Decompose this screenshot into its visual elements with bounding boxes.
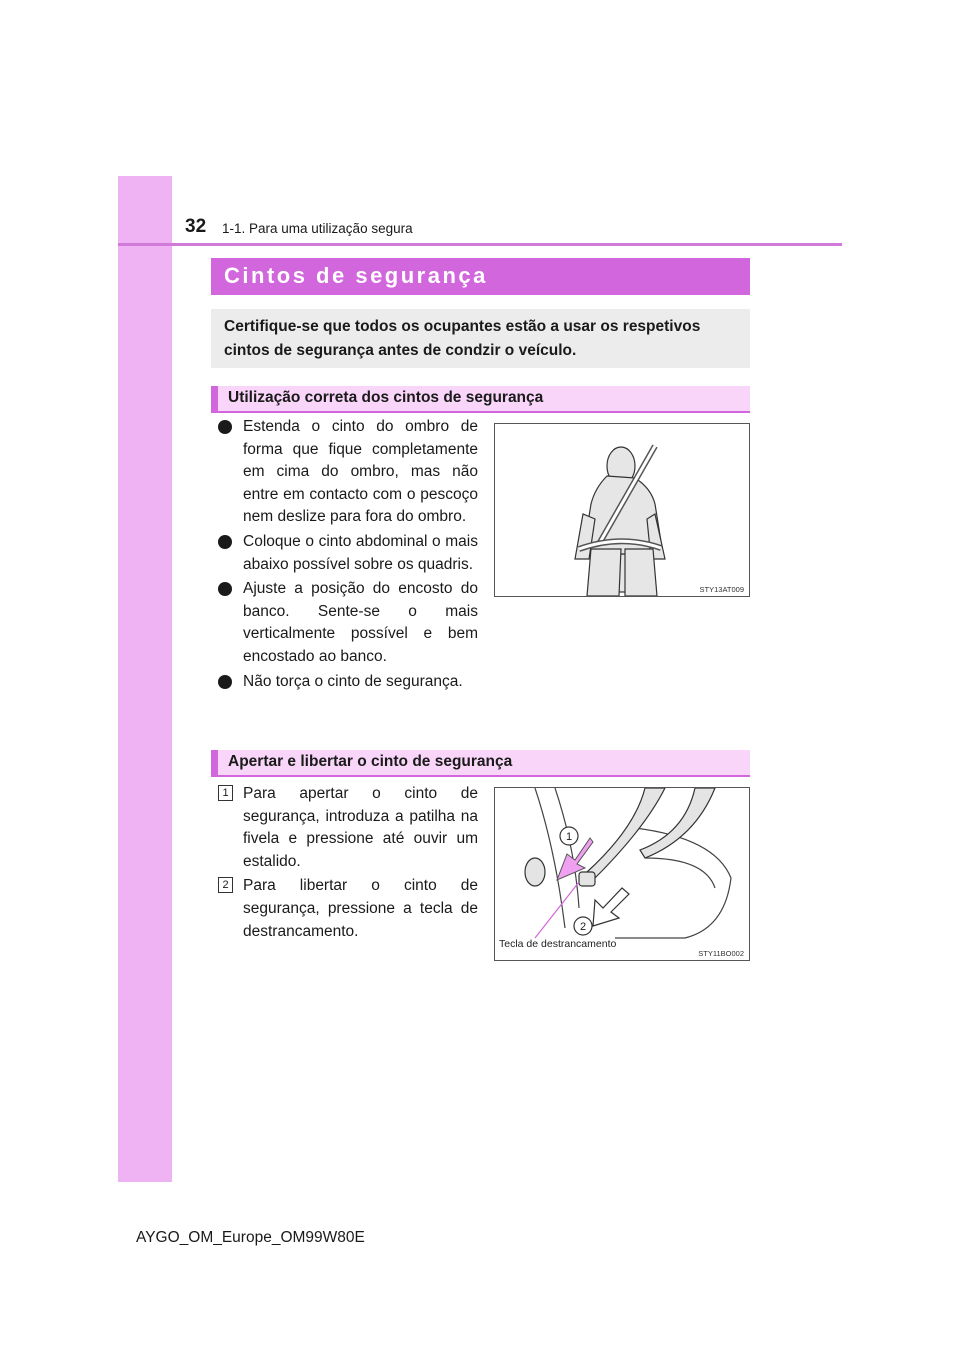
- step-list: [218, 783, 478, 945]
- intro-box: Certifique-se que todos os ocupantes estão a usar os respetivos cintos de segurança antes de condzir o veículo.: [211, 309, 750, 368]
- page-number: 32: [185, 216, 207, 237]
- step-item: 1 Para apertar o cinto de segurança, introduza a patilha na fivela e pressione até ouvir um estalido.: [218, 783, 478, 873]
- chapter-title: 1-1. Para uma utilização segura: [222, 221, 413, 236]
- side-tab-band: [118, 176, 172, 1182]
- bullet-dot-icon: [218, 420, 232, 434]
- bullet-list: [218, 416, 478, 695]
- subheading-correct-use-text: Utilização correta dos cintos de segurança: [228, 389, 544, 406]
- figure-label: Tecla de destrancamento: [499, 938, 617, 950]
- callout-1: 1: [565, 831, 573, 843]
- step-number-badge: 2: [218, 877, 233, 893]
- bullet-dot-icon: [218, 535, 232, 549]
- list-item: Não torça o cinto de segurança.: [218, 671, 478, 694]
- figure-code: STY13AT009: [699, 585, 744, 594]
- figure-seated-belt: [494, 423, 750, 597]
- bullet-dot-icon: [218, 675, 232, 689]
- subheading-correct-use: [211, 386, 750, 413]
- list-item: Estenda o cinto do ombro de forma que fique completamente em cima do ombro, mas não entre em contacto com o pescoço nem deslize para fora do ombro.: [218, 416, 478, 529]
- person-with-seatbelt-illustration: [495, 424, 750, 597]
- figure-code: STY11BO002: [698, 949, 744, 958]
- bullet-dot-icon: [218, 582, 232, 596]
- list-item: Ajuste a posição do encosto do banco. Sente-se o mais verticalmente possível e bem encostado ao banco.: [218, 578, 478, 668]
- step-number-badge: 1: [218, 785, 233, 801]
- header-divider: [118, 243, 842, 246]
- figure-buckle: [494, 787, 750, 961]
- section-title-bar: [211, 258, 750, 295]
- footer-doc-id: AYGO_OM_Europe_OM99W80E: [136, 1229, 365, 1246]
- callout-2: 2: [579, 921, 587, 933]
- list-item: Coloque o cinto abdominal o mais abaixo possível sobre os quadris.: [218, 531, 478, 576]
- step-item: 2 Para libertar o cinto de segurança, pressione a tecla de destrancamento.: [218, 875, 478, 943]
- section-title: Cintos de segurança: [224, 263, 488, 288]
- subheading-fasten-release: [211, 750, 750, 777]
- buckle-illustration: [495, 788, 750, 961]
- subheading-fasten-release-text: Apertar e libertar o cinto de segurança: [228, 753, 513, 770]
